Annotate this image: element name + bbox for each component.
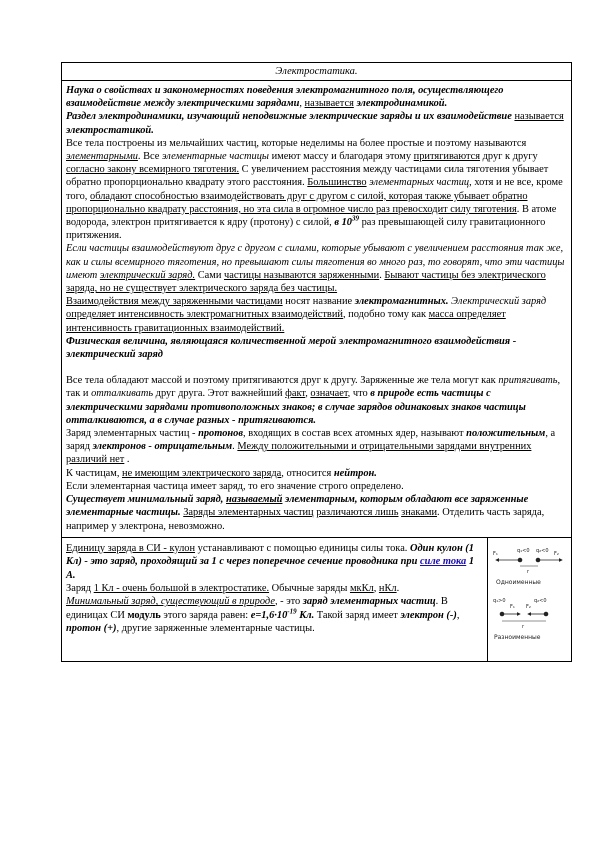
text-run: определяет интенсивность электромагнитных взаимодействий xyxy=(66,309,343,321)
text-run: Такой заряд имеет xyxy=(314,609,401,621)
unlike-charges-caption: Разноименные xyxy=(494,633,541,641)
text-run: . xyxy=(379,269,385,281)
like-f2-label: F₂ xyxy=(554,550,559,557)
text-run: К частицам, xyxy=(66,467,123,479)
text-run: нКл xyxy=(378,582,397,594)
text-run: электродинамикой. xyxy=(356,98,448,110)
text-run: , xyxy=(456,609,460,621)
text-run: . xyxy=(396,582,400,594)
charge-interaction-diagram xyxy=(490,542,565,652)
text-run: факт xyxy=(285,388,306,400)
text-run: различаются лишь xyxy=(316,507,399,519)
text-run: Сами xyxy=(195,269,224,281)
text-run: , относится xyxy=(281,467,334,479)
text-run: , другие заряженные элементарные частицы. xyxy=(116,623,315,635)
text-run: , хотя и не все, кроме того, xyxy=(66,177,563,202)
charge-interaction-figure xyxy=(488,538,571,661)
text-run: . В единицах СИ xyxy=(66,596,448,621)
main-paragraph xyxy=(66,295,568,335)
text-run: Если частицы взаимодействуют друг с другом с силами, которые убывают с увеличением расстояния так же, как и силы всемирного тяготения, но превышают силы тяготения во много раз, то говорят, что эти частицы имеют xyxy=(66,243,565,281)
charge-unit-row xyxy=(62,538,571,661)
text-run: . xyxy=(124,454,130,466)
text-run: элементарные частицы xyxy=(161,151,269,163)
text-run: , xyxy=(299,98,305,110)
text-run: , а заряд xyxy=(66,428,556,453)
like-charges-diagram xyxy=(493,548,562,586)
charge-unit-paragraph xyxy=(66,595,484,635)
text-run: называется xyxy=(514,111,564,123)
main-paragraph xyxy=(66,480,568,493)
text-run: раз превышающей силу гравитационного притяжения. xyxy=(66,217,546,242)
main-text-cell xyxy=(62,81,571,538)
text-run: Минимальный заряд, существующий в природе xyxy=(66,596,275,608)
text-run: Электрический заряд xyxy=(451,296,547,308)
text-run: элементарным, которым обладают все заряженные элементарные частицы. xyxy=(66,494,529,519)
unlike-q1-label: q₁>0 xyxy=(493,597,506,604)
text-run: Наука о свойствах и закономерностях поведения электромагнитного поля, осуществляющего взаимодействие между электрическими зарядами xyxy=(66,85,504,110)
text-run: Все тела обладают массой и поэтому притягиваются друг к другу. Заряженные же тела могут как xyxy=(66,375,499,387)
text-run: -19 xyxy=(287,607,297,616)
text-run: называется xyxy=(304,98,354,110)
unlike-q2-label: q₂<0 xyxy=(534,597,547,604)
text-run: , - это xyxy=(274,596,303,608)
text-run: обладают способностью взаимодействовать друг с другом с силой, которая также убывает обратно пропорционально квадрату расстояния, но эта сила в огромное число раз превосходит силу тяготения xyxy=(66,190,528,215)
text-run: e=1,6·10 xyxy=(250,609,288,621)
text-run: , xyxy=(305,388,311,400)
text-run: 39 xyxy=(351,214,359,223)
text-run: , входящих в состав всех атомных ядер, называют xyxy=(243,428,467,440)
text-run: . Все xyxy=(137,151,162,163)
text-run: Между положительными и отрицательными зарядами внутренних различий нет xyxy=(66,441,532,466)
main-paragraph xyxy=(66,242,568,295)
like-charge-2 xyxy=(536,557,541,562)
text-run: . xyxy=(232,441,238,453)
text-run: Существует минимальный заряд, xyxy=(66,494,226,506)
text-run: означает xyxy=(310,388,348,400)
text-run: электрон (-) xyxy=(400,609,457,621)
text-run: Один кулон (1 Кл) - это заряд, проходящий за 1 с через поперечное сечение проводника при xyxy=(66,542,474,568)
text-run: этого заряда равен: xyxy=(160,609,251,621)
text-run: протон (+) xyxy=(66,623,117,635)
text-run: С увеличением расстояния между частицами сила тяготения убывает обратно пропорционально квадрату этого расстояния. xyxy=(66,164,549,189)
unlike-charges-diagram xyxy=(493,598,548,641)
text-run: частицы называются заряженными xyxy=(223,269,380,281)
text-run: Заряд xyxy=(66,582,94,594)
text-run: , xyxy=(373,582,379,594)
text-run: носят название xyxy=(282,296,355,308)
unlike-charge-1 xyxy=(500,611,505,616)
text-run: электростатикой. xyxy=(66,124,154,136)
main-paragraph xyxy=(66,335,568,361)
text-run: друг к другу xyxy=(480,151,538,163)
document-table xyxy=(61,62,572,662)
text-run: друг друга. Этот важнейший xyxy=(153,388,286,400)
unlike-r-label: r xyxy=(522,623,525,630)
text-run: имеют массу и благодаря этому xyxy=(268,151,414,163)
text-run: , что xyxy=(347,388,371,400)
text-run: согласно закону всемирного тяготения. xyxy=(66,164,240,176)
text-run: Обычные заряды xyxy=(269,582,350,594)
text-run: протонов xyxy=(198,428,243,440)
text-run: заряд элементарных частиц xyxy=(302,596,436,608)
text-run: электронов - отрицательным xyxy=(92,441,233,453)
text-run: Взаимодействия между заряженными частицами xyxy=(66,296,283,308)
like-f1-label: F₁ xyxy=(493,550,498,557)
text-run: Бывают частицы без электрического заряда, но не существует электрического заряда без частицы. xyxy=(66,269,546,295)
unlike-charge-2 xyxy=(544,611,549,616)
text-run: называемый xyxy=(225,494,283,506)
text-run: знаками xyxy=(401,507,438,519)
main-paragraph xyxy=(66,467,568,480)
text-run: элементарных частиц xyxy=(369,177,470,189)
text-run: Заряд элементарных частиц - xyxy=(66,428,199,440)
text-run: в 10 xyxy=(334,217,352,229)
like-charges-caption: Одноименные xyxy=(496,578,541,586)
text-run: Кл. xyxy=(296,609,315,621)
text-run: масса определяет интенсивность гравитационных взаимодействий. xyxy=(66,309,506,334)
text-run: . В атоме водорода, электрон притягивается к ядру (протону) с силой, xyxy=(66,203,557,229)
main-paragraph xyxy=(66,493,568,533)
like-r-label: r xyxy=(527,568,530,575)
text-run: электрический заряд. xyxy=(99,269,196,281)
like-q1-label: q₁<0 xyxy=(517,547,530,554)
text-run: положительным xyxy=(466,428,546,440)
main-paragraph xyxy=(66,84,568,110)
text-run: Большинство xyxy=(307,177,367,189)
like-charge-1 xyxy=(518,557,523,562)
text-run: не имеющим электрического заряда xyxy=(122,467,282,479)
main-paragraph xyxy=(66,110,568,136)
unlike-f1-label: F₁ xyxy=(510,603,515,610)
charge-unit-text-cell xyxy=(62,538,488,661)
text-run: устанавливают с помощью единицы силы тока. xyxy=(195,542,411,554)
main-paragraph xyxy=(66,427,568,467)
text-run: отталкивать xyxy=(91,388,154,400)
text-run: Физическая величина, являющаяся количественной мерой электромагнитного взаимодействия - электрический заряд xyxy=(66,335,517,361)
text-run: Все тела построены из мельчайших частиц, которые неделимы на более простые и поэтому называются xyxy=(66,137,527,149)
text-run: 1 Кл - очень большой в электростатике. xyxy=(93,582,270,594)
text-run: притягивать xyxy=(498,375,558,387)
text-run: . Отделить часть заряда, например у электрона, невозможно. xyxy=(66,507,545,532)
document-title: Электростатика. xyxy=(62,63,571,81)
text-run: , подобно тому как xyxy=(342,309,429,321)
text-run: Если элементарная частица имеет заряд, то его значение строго определено. xyxy=(66,480,404,492)
text-run: модуль xyxy=(127,609,161,621)
text-run: в природе есть частицы с электрическими зарядами противоположных знаков; в случае зарядов одинаковых знаков частицы отталкиваются, а в случае разных - притягиваются. xyxy=(66,388,526,426)
unlike-f2-label: F₂ xyxy=(526,603,531,610)
text-run: притягиваются xyxy=(413,151,481,163)
text-run: мкКл xyxy=(349,582,374,594)
main-paragraph xyxy=(66,374,568,427)
text-run: электромагнитных. xyxy=(354,296,449,308)
text-run: элементарными xyxy=(66,151,138,163)
main-paragraph xyxy=(66,137,568,243)
text-run: , так и xyxy=(66,375,561,400)
text-link[interactable]: силе тока xyxy=(419,556,467,568)
text-run: Единицу заряда в СИ - кулон xyxy=(66,542,196,554)
charge-unit-paragraph xyxy=(66,542,484,582)
text-run: нейтрон. xyxy=(333,467,377,479)
text-run: Заряды элементарных частиц xyxy=(183,507,314,519)
charge-unit-paragraph xyxy=(66,582,484,595)
text-run: Раздел электродинамики, изучающий неподвижные электрические заряды и их взаимодействие xyxy=(66,111,512,123)
text-run: 1 А. xyxy=(66,556,475,581)
like-q2-label: q₂<0 xyxy=(536,547,549,554)
